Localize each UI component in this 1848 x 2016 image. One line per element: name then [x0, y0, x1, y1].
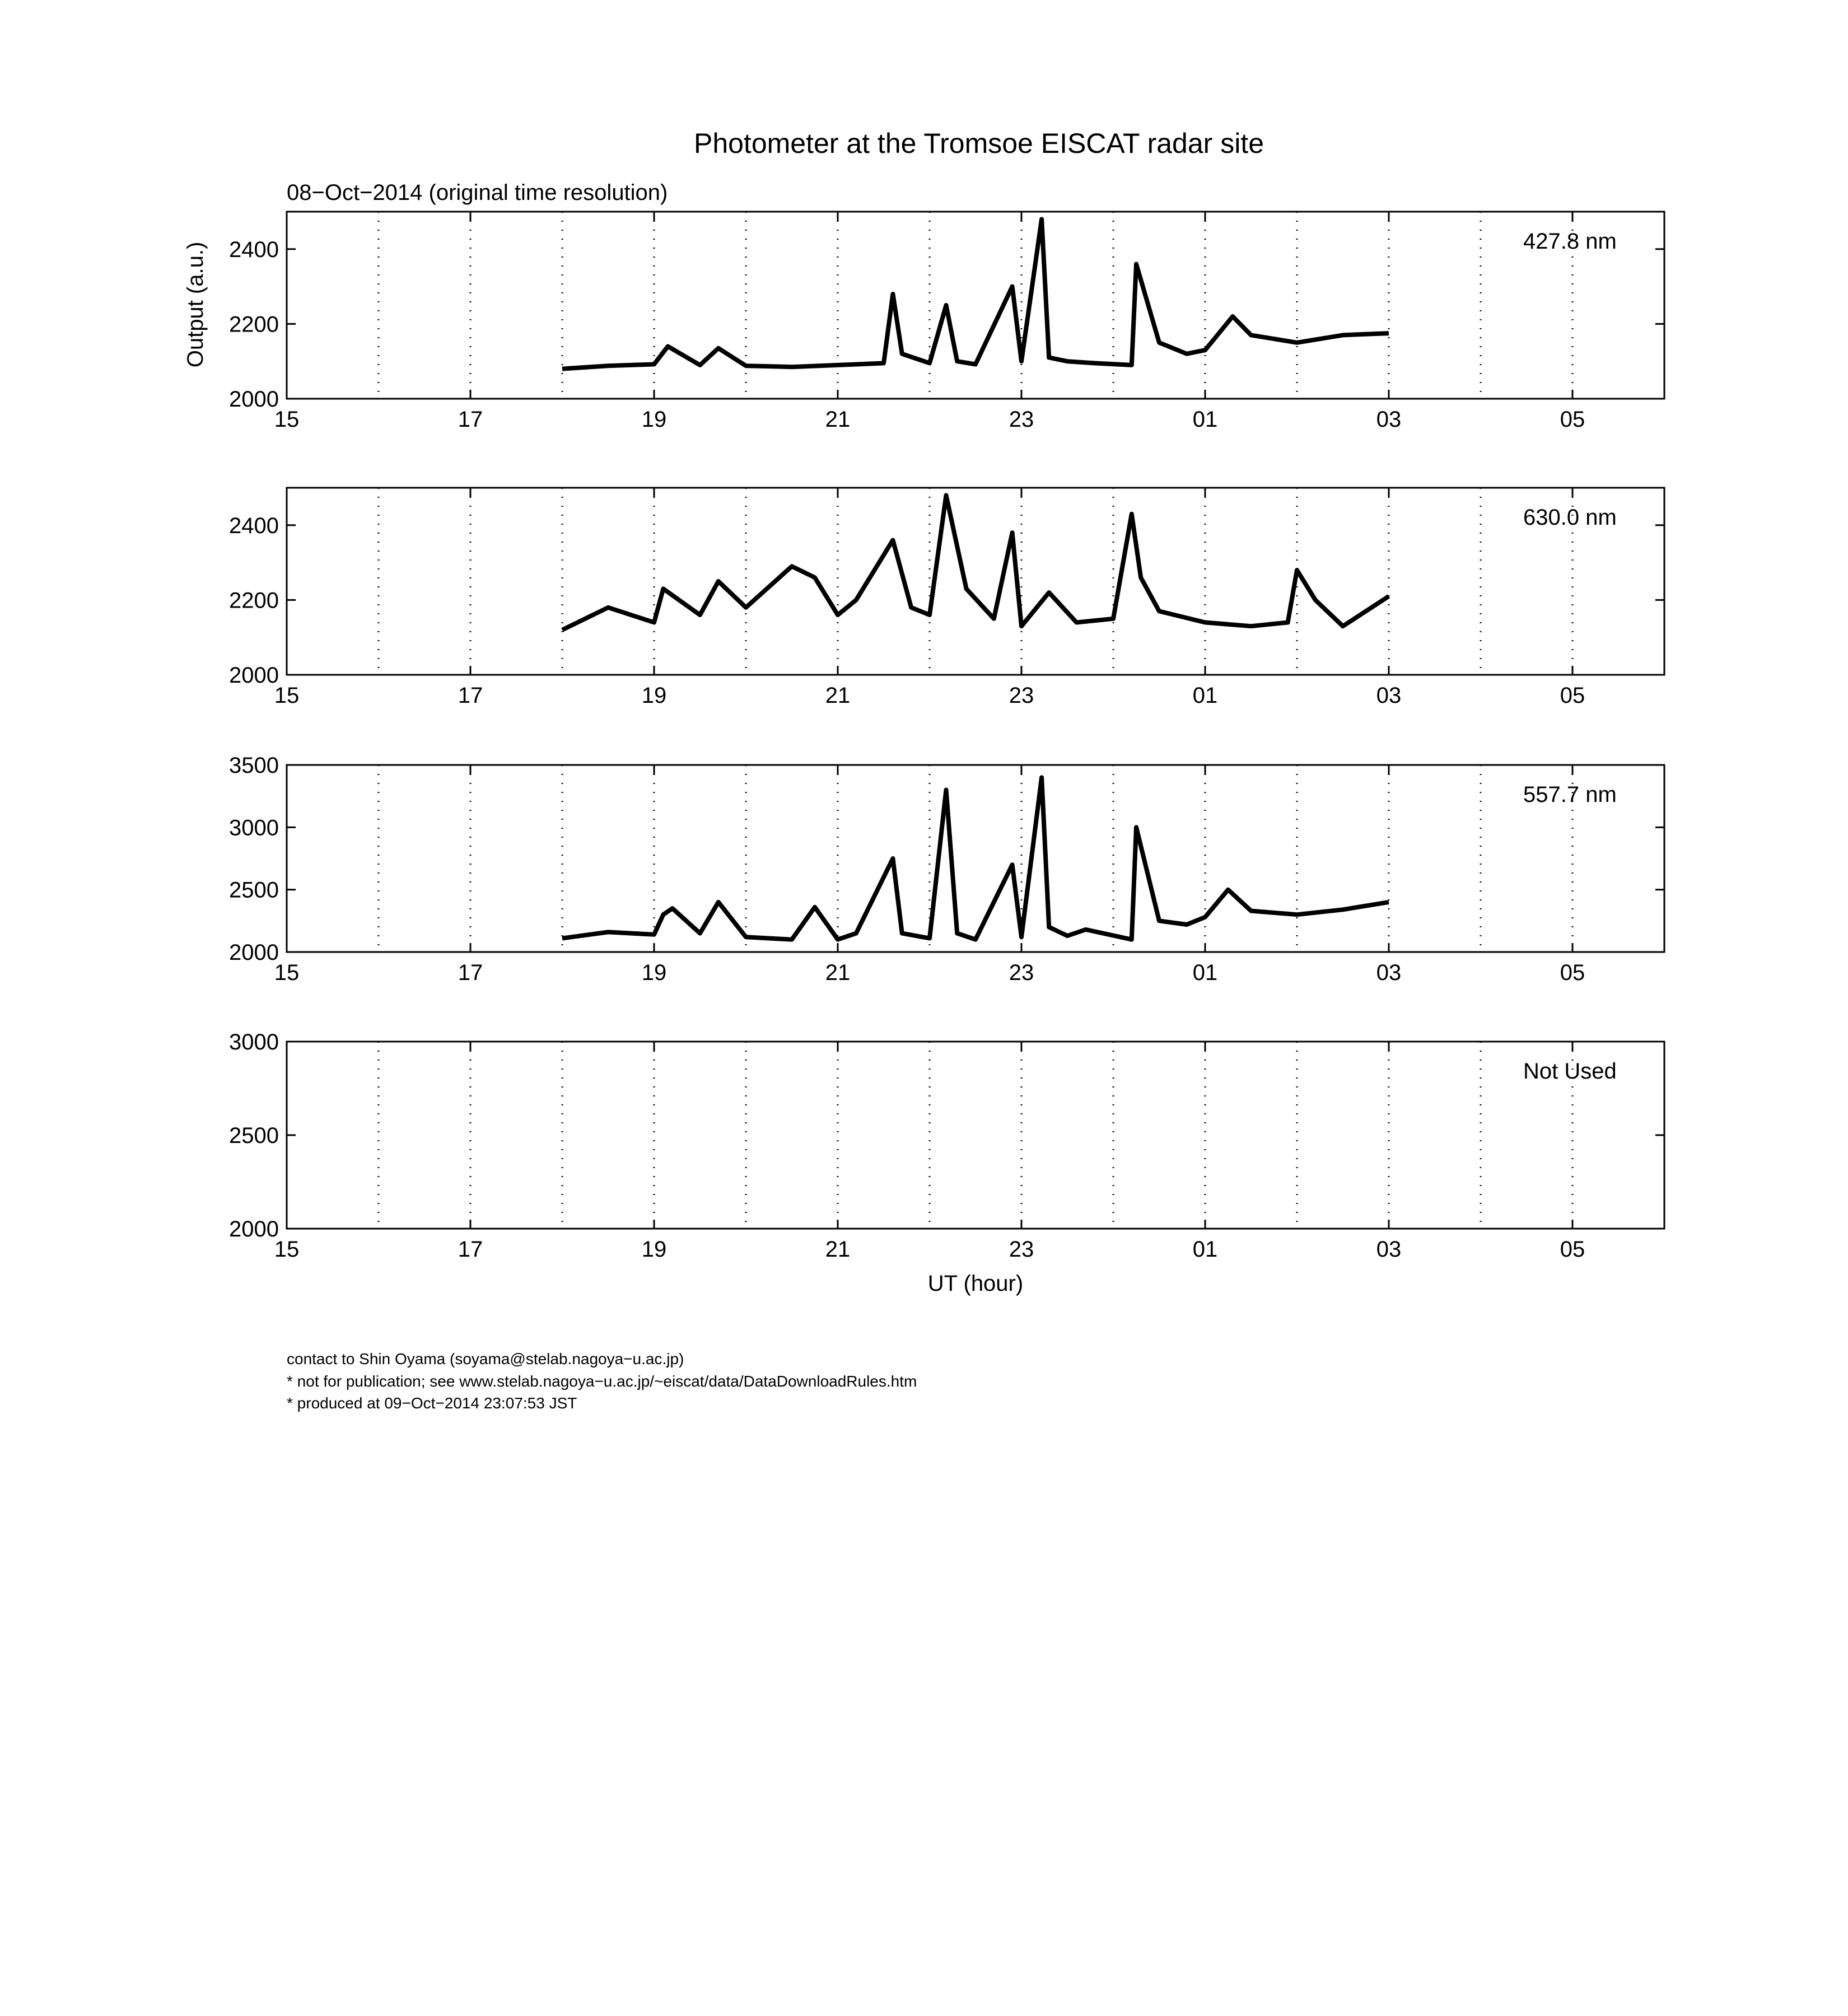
- x-tick-label: 21: [825, 683, 851, 708]
- y-tick-label: 2200: [229, 312, 279, 337]
- x-axis-label: UT (hour): [927, 1271, 1024, 1296]
- panel-1: [229, 212, 1664, 432]
- x-tick-label: 15: [274, 683, 300, 708]
- panel-label: 427.8 nm: [1523, 229, 1617, 254]
- y-tick-label: 2400: [229, 513, 279, 538]
- plot-frame: [287, 765, 1664, 952]
- panels: [229, 212, 1664, 1262]
- chart-title: Photometer at the Tromsoe EISCAT radar site: [693, 128, 1264, 159]
- series-line: [562, 777, 1389, 939]
- y-tick-label: 3000: [229, 1030, 279, 1054]
- x-tick-label: 19: [641, 407, 667, 432]
- x-tick-label: 15: [274, 1237, 300, 1262]
- x-tick-label: 17: [458, 407, 483, 432]
- x-tick-label: 01: [1192, 1237, 1218, 1262]
- plot-frame: [287, 1042, 1664, 1229]
- chart-subtitle: 08−Oct−2014 (original time resolution): [287, 180, 668, 205]
- series-line: [562, 495, 1389, 629]
- x-tick-label: 21: [825, 960, 851, 985]
- y-tick-label: 3500: [229, 753, 279, 778]
- x-tick-label: 17: [458, 960, 483, 985]
- x-tick-label: 21: [825, 1237, 851, 1262]
- x-tick-label: 21: [825, 407, 851, 432]
- footer-notice: * not for publication; see www.stelab.nagoya−u.ac.jp/~eiscat/data/DataDownloadRules.htm: [287, 1373, 917, 1390]
- y-tick-label: 2000: [229, 940, 279, 965]
- y-tick-label: 2400: [229, 237, 279, 262]
- x-tick-label: 23: [1009, 683, 1034, 708]
- y-tick-label: 2000: [229, 387, 279, 412]
- x-tick-label: 15: [274, 407, 300, 432]
- footer-contact: contact to Shin Oyama (soyama@stelab.nagoya−u.ac.jp): [287, 1350, 684, 1368]
- y-tick-label: 2500: [229, 878, 279, 903]
- y-tick-label: 2200: [229, 588, 279, 613]
- x-tick-label: 19: [641, 683, 667, 708]
- plot-frame: [287, 488, 1664, 675]
- x-tick-label: 17: [458, 683, 483, 708]
- panel-2: [229, 488, 1664, 708]
- x-tick-label: 19: [641, 960, 667, 985]
- plot-frame: [287, 212, 1664, 399]
- y-tick-label: 3000: [229, 815, 279, 841]
- y-tick-label: 2000: [229, 1217, 279, 1242]
- x-tick-label: 03: [1376, 1237, 1402, 1262]
- x-tick-label: 23: [1009, 407, 1034, 432]
- x-tick-label: 05: [1560, 1237, 1585, 1262]
- x-tick-label: 03: [1376, 683, 1402, 708]
- x-tick-label: 19: [641, 1237, 667, 1262]
- panel-label: Not Used: [1523, 1059, 1617, 1084]
- x-tick-label: 05: [1560, 683, 1585, 708]
- x-tick-label: 17: [458, 1237, 483, 1262]
- x-tick-label: 23: [1009, 960, 1034, 985]
- x-tick-label: 05: [1560, 407, 1585, 432]
- panel-4: [229, 1030, 1664, 1262]
- x-tick-label: 03: [1376, 407, 1402, 432]
- footer-produced: * produced at 09−Oct−2014 23:07:53 JST: [287, 1394, 577, 1412]
- x-tick-label: 23: [1009, 1237, 1034, 1262]
- x-tick-label: 15: [274, 960, 300, 985]
- x-tick-label: 01: [1192, 683, 1218, 708]
- y-tick-label: 2500: [229, 1123, 279, 1148]
- y-tick-label: 2000: [229, 663, 279, 688]
- panel-label: 557.7 nm: [1523, 782, 1617, 807]
- x-tick-label: 01: [1192, 407, 1218, 432]
- x-tick-label: 01: [1192, 960, 1218, 985]
- x-tick-label: 05: [1560, 960, 1585, 985]
- panel-label: 630.0 nm: [1523, 505, 1617, 530]
- y-axis-label: Output (a.u.): [183, 241, 208, 368]
- panel-3: [229, 753, 1664, 985]
- series-line: [562, 219, 1389, 368]
- x-tick-label: 03: [1376, 960, 1402, 985]
